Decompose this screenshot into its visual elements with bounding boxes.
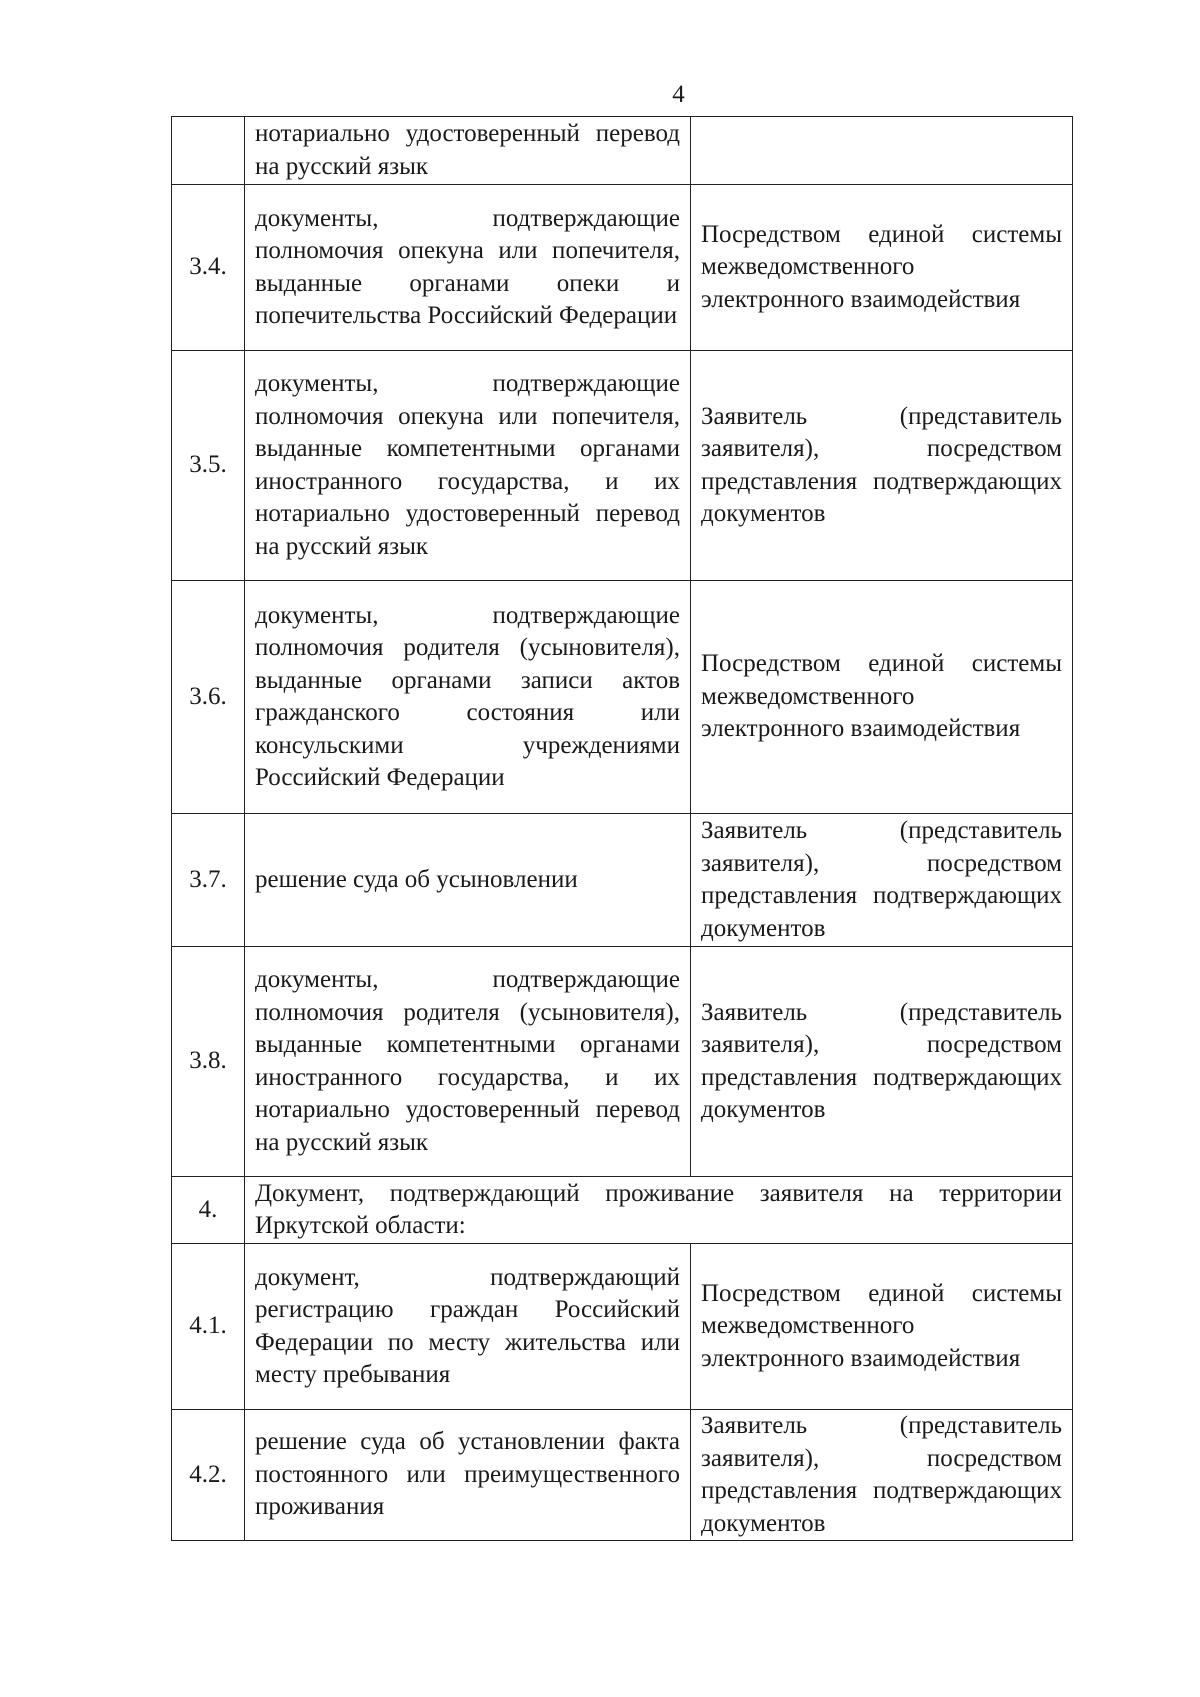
row-number: 4.1. xyxy=(172,1244,245,1410)
document-cell: решение суда об усыновлении xyxy=(245,814,691,947)
table-row xyxy=(172,351,1073,581)
section-heading-cell: Документ, подтверждающий проживание заявителя на территории Иркутской области: xyxy=(245,1177,1073,1244)
row-number: 3.6. xyxy=(172,581,245,814)
method-cell: Заявитель (представитель заявителя), посредством представления подтверждающих документов xyxy=(691,814,1073,947)
row-number: 4.2. xyxy=(172,1410,245,1541)
document-cell: документ, подтверждающий регистрацию граждан Российский Федерации по месту жительства или месту пребывания xyxy=(245,1244,691,1410)
table-row xyxy=(172,1410,1073,1541)
document-cell: документы, подтверждающие полномочия родителя (усыновителя), выданные компетентными органами иностранного государства, и их нотариально удостоверенный перевод на русский язык xyxy=(245,947,691,1177)
row-number: 3.8. xyxy=(172,947,245,1177)
document-cell: решение суда об установлении факта постоянного или преимущественного проживания xyxy=(245,1410,691,1541)
method-cell: Заявитель (представитель заявителя), посредством представления подтверждающих документов xyxy=(691,1410,1073,1541)
method-cell: Посредством единой системы межведомственного электронного взаимодействия xyxy=(691,185,1073,351)
table-row xyxy=(172,1177,1073,1244)
row-number: 3.5. xyxy=(172,351,245,581)
document-cell: документы, подтверждающие полномочия родителя (усыновителя), выданные органами записи актов гражданского состояния или консульскими учреждениями Российский Федерации xyxy=(245,581,691,814)
document-cell: документы, подтверждающие полномочия опекуна или попечителя, выданные органами опеки и попечительства Российский Федерации xyxy=(245,185,691,351)
row-number: 4. xyxy=(172,1177,245,1244)
document-cell: нотариально удостоверенный перевод на русский язык xyxy=(245,117,691,185)
row-number: 3.7. xyxy=(172,814,245,947)
method-cell: Заявитель (представитель заявителя), посредством представления подтверждающих документов xyxy=(691,947,1073,1177)
method-cell: Заявитель (представитель заявителя), посредством представления подтверждающих документов xyxy=(691,351,1073,581)
table-row xyxy=(172,814,1073,947)
table-row xyxy=(172,1244,1073,1410)
table-row xyxy=(172,117,1073,185)
method-cell xyxy=(691,117,1073,185)
page-number: 4 xyxy=(672,81,685,108)
table-row xyxy=(172,581,1073,814)
table-row xyxy=(172,185,1073,351)
row-number: 3.4. xyxy=(172,185,245,351)
document-cell: документы, подтверждающие полномочия опекуна или попечителя, выданные компетентными органами иностранного государства, и их нотариально удостоверенный перевод на русский язык xyxy=(245,351,691,581)
method-cell: Посредством единой системы межведомственного электронного взаимодействия xyxy=(691,581,1073,814)
table-row xyxy=(172,947,1073,1177)
row-number xyxy=(172,117,245,185)
documents-table xyxy=(171,116,1073,1541)
method-cell: Посредством единой системы межведомственного электронного взаимодействия xyxy=(691,1244,1073,1410)
